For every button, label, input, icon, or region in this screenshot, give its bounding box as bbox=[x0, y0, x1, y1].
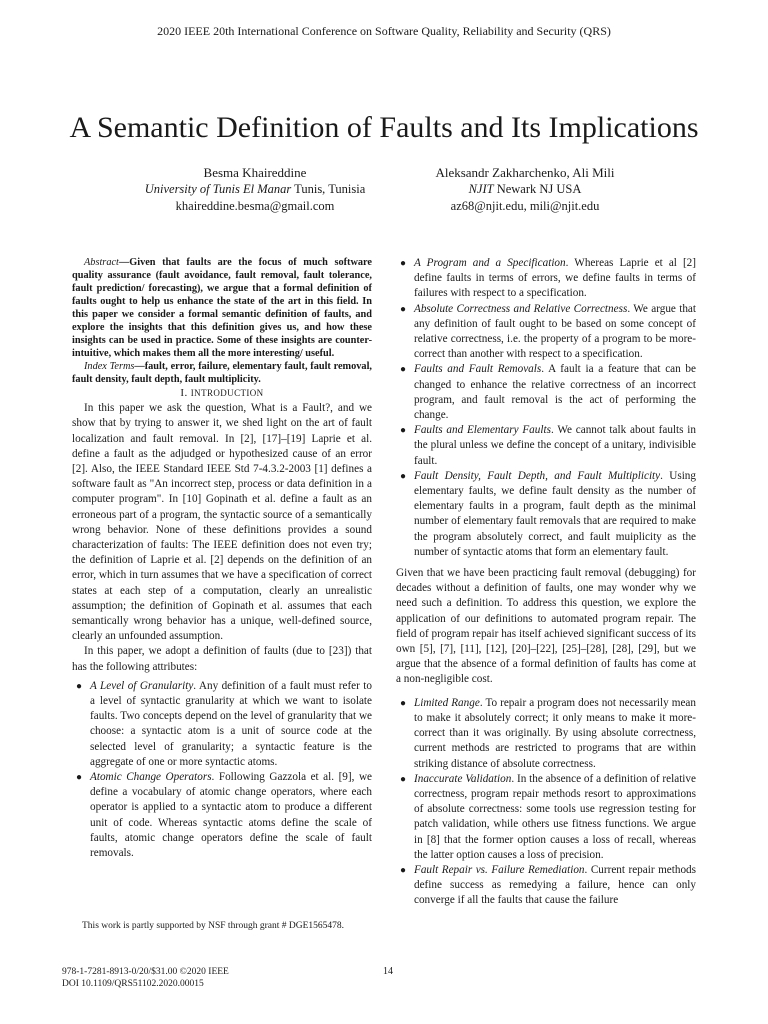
bullet-icon: ● bbox=[76, 772, 83, 784]
list-item-body: . We cannot talk about faults in the plural unless we define the concept of a unitary, indivisible fault. bbox=[414, 424, 696, 467]
bullet-icon: ● bbox=[400, 258, 407, 269]
author-name: Aleksandr Zakharchenko, Ali Mili bbox=[435, 165, 615, 180]
list-item-lead: Atomic Change Operators bbox=[90, 771, 212, 784]
abstract-body: —Given that faults are the focus of much software quality assurance (fault avoidance, fault removal, fault tolerance, fault prediction/ forecasting), we argue that a formal definition of faults ought to help us enhance the state of the art in this field. In this paper we consider a formal semantic definition of faults, and explore the insights that this definition gives us, and how these insights can be used in practice. Some of these insights are counter-intuitive, which makes them all the more interesting/ useful. bbox=[72, 257, 372, 359]
affiliation-location: Tunis, Tunisia bbox=[291, 182, 366, 196]
intro-paragraph-1: In this paper we ask the question, What is a Fault?, and we show that by trying to answer it, we shed light on the art of fault localization and fault removal. In [2], [17]–[19] Laprie et al. define a fault as the adjudged or hypothesized cause of an error [2]. Also, the IEEE Standard IEEE Std 7-4.3.2-2003 [1] defines a software fault as "An incorrect step, process or data definition in a computer program". In [10] Gopinath et al. define a fault as an erroneous part of a program, the syntactic source of a semantically wrong behavior. None of these definitions provides a sound characterization of faults: The IEEE definition does not even try; the definition of Laprie et al. [2] depends on the definition of an error, which in turn assumes that we have a specification of correct states at each step of a computation, clearly an unrealistic assumption; the definition of Gopinath et al. assumes that each semantically wrong behavior has a unique, well-defined source, clearly an unfounded assumption. bbox=[72, 402, 372, 643]
list-item bbox=[72, 679, 372, 770]
list-item-lead: Absolute Correctness and Relative Correctness bbox=[414, 302, 628, 315]
list-item-lead: Faults and Fault Removals bbox=[414, 363, 542, 376]
list-item bbox=[396, 302, 696, 363]
cost-list bbox=[396, 696, 696, 909]
list-item bbox=[396, 772, 696, 863]
list-item-body: . Current repair methods define success as remedying a failure, hence can only converge if all the faults that cause the failure bbox=[414, 863, 696, 907]
list-item-body: . To repair a program does not necessarily mean to make it absolutely correct; it only means to make it more-correct than it was originally. By using absolute correctness, current methods are restricted to programs that are within striking distance of absolute correctness. bbox=[414, 696, 696, 770]
abstract bbox=[72, 256, 372, 360]
section-heading bbox=[72, 386, 372, 401]
motivation-paragraph: Given that we have been practicing fault removal (debugging) for decades without a definition of faults, one may wonder why we need such a definition. To address this question, we explore the application of our definitions to automated program repair. The field of program repair has itself achieved significant success of its own [5], [7], [11], [12], [20]–[22], [25]–[28], [28], [29], but we argue that the absence of a formal definition of faults has come at a non-negligible cost. bbox=[396, 567, 696, 686]
attribute-list-continued bbox=[396, 256, 696, 560]
affiliation-institution: University of Tunis El Manar bbox=[144, 182, 292, 196]
page-footer bbox=[62, 966, 382, 990]
section-number: I. bbox=[180, 387, 191, 399]
bullet-icon: ● bbox=[400, 425, 407, 437]
bullet-icon: ● bbox=[400, 364, 407, 376]
list-item bbox=[396, 863, 696, 909]
list-item-lead: Fault Density, Fault Depth, and Fault Multiplicity bbox=[414, 469, 661, 482]
running-head: 2020 IEEE 20th International Conference on Software Quality, Reliability and Security (QRS) bbox=[157, 24, 611, 38]
affiliation-institution: NJIT bbox=[468, 182, 494, 196]
list-item-body: . In the absence of a definition of relative correctness, program repair methods resort to approximations of absolute correctness: some tools use regression testing for patch validation, while others use fitness functions. We argue in [8] that the former option causes a loss of recall, whereas the latter option causes a loss of precision. bbox=[414, 772, 696, 861]
footnote: This work is partly supported by NSF through grant # DGE1565478. bbox=[82, 921, 345, 931]
list-item-body: . A fault ia a feature that can be changed to enhance the relative correctness of an incorrect program, and fault removal is the act of performing the change. bbox=[414, 363, 696, 422]
list-item bbox=[396, 362, 696, 423]
list-item-body: . We argue that any definition of fault ought to be based on some concept of relative correctness, i.e. the property of a program to be more-correct than another with respect to a specification. bbox=[414, 302, 697, 361]
section-name: INTRODUCTION bbox=[190, 388, 264, 398]
list-item-lead: A Program and a Specification bbox=[414, 257, 566, 269]
list-item-lead: A Level of Granularity bbox=[90, 679, 194, 692]
left-column bbox=[72, 256, 372, 865]
list-item-lead: Inaccurate Validation bbox=[414, 772, 512, 785]
list-item-body: . Following Gazzola et al. [9], we define a vocabulary of atomic change operators, where each operator is applied to a syntactic atom to produce a different unit of code. Whereas syntactic atoms define the scale of faults, atomic change operators define the scale of fault removals. bbox=[90, 771, 372, 860]
isbn-line: 978-1-7281-8913-0/20/$31.00 ©2020 IEEE bbox=[62, 967, 229, 977]
bullet-icon: ● bbox=[400, 773, 407, 785]
bullet-icon: ● bbox=[400, 864, 407, 876]
list-item bbox=[72, 770, 372, 861]
affiliation-location: Newark NJ USA bbox=[493, 182, 582, 196]
page-number: 14 bbox=[383, 966, 393, 977]
attribute-list bbox=[72, 679, 372, 861]
author-block-2 bbox=[360, 164, 690, 215]
doi-line[interactable]: DOI 10.1109/QRS51102.2020.00015 bbox=[62, 979, 204, 989]
abstract-label: Abstract bbox=[84, 257, 119, 268]
bullet-icon: ● bbox=[400, 303, 407, 315]
list-item-body: . Whereas Laprie et al [2] define faults in terms of errors, we define faults in terms of failures with respect to a specification. bbox=[414, 257, 697, 300]
list-item-body: . Using elementary faults, we define fault density as the number of elementary faults in a program, fault depth as the minimal number of elementary fault removals that are required to make the program absolutely correct, and fault muiplicity as the number of syntactic atoms that form an elementary fault. bbox=[414, 469, 696, 558]
bullet-icon: ● bbox=[400, 470, 407, 482]
index-terms-body: —fault, error, failure, elementary fault, fault removal, fault density, fault depth, fault multiplicity. bbox=[72, 361, 372, 385]
index-terms-label: Index Terms bbox=[84, 361, 135, 372]
bullet-icon: ● bbox=[400, 697, 407, 709]
author-name: Besma Khaireddine bbox=[203, 165, 307, 180]
list-item bbox=[396, 469, 696, 560]
list-item-lead: Limited Range bbox=[414, 696, 480, 709]
bullet-icon: ● bbox=[76, 680, 83, 692]
paper-title: A Semantic Definition of Faults and Its Implications bbox=[69, 111, 699, 144]
author-affiliation bbox=[360, 181, 690, 198]
list-item-body: . Any definition of a fault must refer to a level of syntactic granularity at which we want to isolate faults. Two concepts depend on the level of granularity that we choose: a syntactic atom is a unit of source code at the selected level of granularity; a syntactic feature is the aggregate of one or more syntactic atoms. bbox=[90, 679, 372, 768]
right-column bbox=[396, 256, 696, 913]
author-email[interactable]: az68@njit.edu, mili@njit.edu bbox=[450, 199, 600, 213]
list-item bbox=[396, 256, 696, 302]
list-item bbox=[396, 696, 696, 772]
author-email[interactable]: khaireddine.besma@gmail.com bbox=[175, 199, 335, 213]
list-item-lead: Fault Repair vs. Failure Remediation bbox=[414, 863, 585, 876]
index-terms bbox=[72, 360, 372, 386]
list-item-lead: Faults and Elementary Faults bbox=[414, 424, 551, 437]
list-item bbox=[396, 423, 696, 469]
intro-paragraph-2: In this paper, we adopt a definition of faults (due to [23]) that has the following attributes: bbox=[72, 645, 372, 673]
